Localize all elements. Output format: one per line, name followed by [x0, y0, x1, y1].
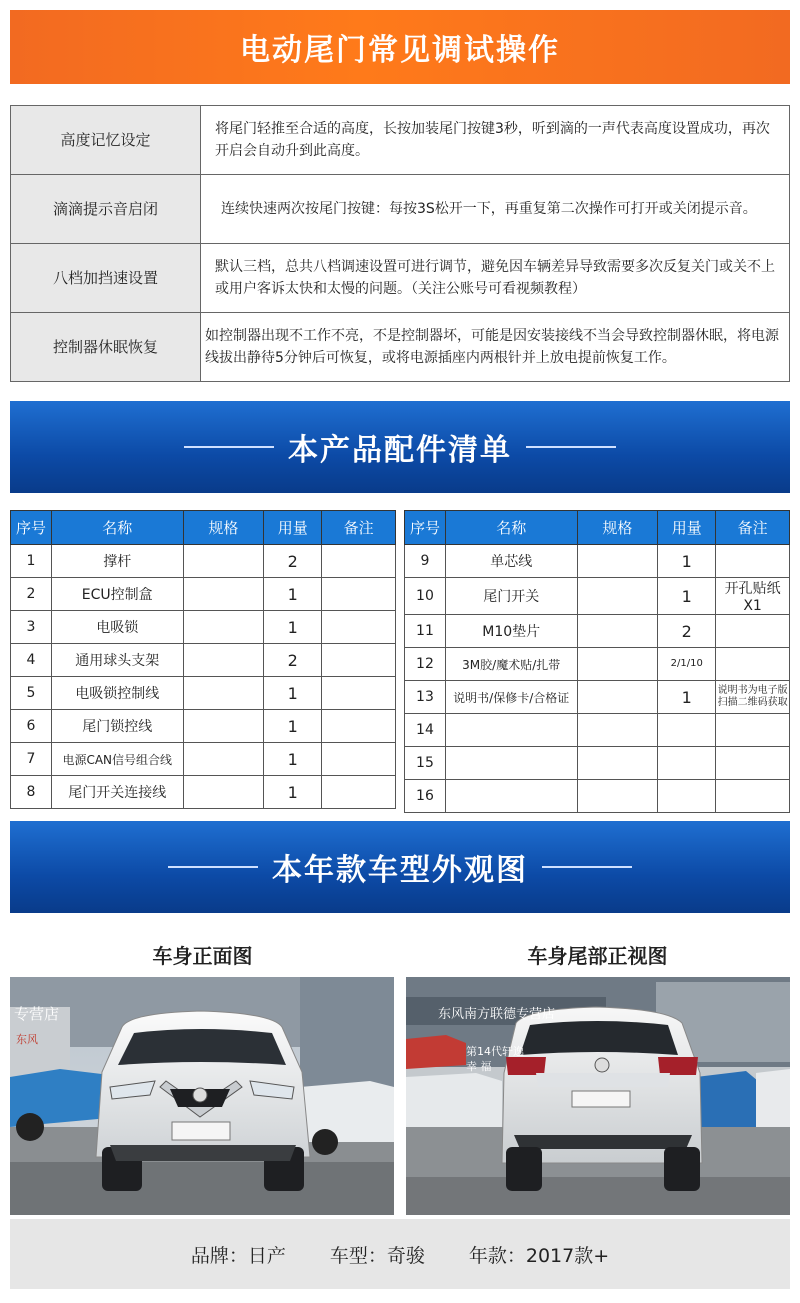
parts-cell-spec — [183, 677, 264, 710]
parts-cell-spec — [183, 545, 264, 578]
parts-cell-no: 14 — [405, 714, 446, 747]
parts-cell-name — [445, 714, 577, 747]
header-no: 序号 — [11, 511, 52, 545]
tip-key: 八档加挡速设置 — [11, 244, 201, 313]
parts-header-row — [11, 511, 396, 545]
tip-row — [11, 175, 790, 244]
parts-cell-spec — [183, 644, 264, 677]
parts-cell-no: 12 — [405, 648, 446, 681]
tip-row — [11, 313, 790, 382]
parts-cell-qty: 2 — [264, 545, 322, 578]
parts-cell-note — [322, 578, 396, 611]
parts-cell-no: 3 — [11, 611, 52, 644]
parts-header-row — [405, 511, 790, 545]
parts-row — [405, 780, 790, 813]
parts-cell-name: 撑杆 — [51, 545, 183, 578]
parts-cell-qty — [658, 714, 716, 747]
parts-row — [11, 644, 396, 677]
parts-cell-note — [716, 615, 790, 648]
parts-cell-qty — [658, 780, 716, 813]
front-sign-text: 专营店 — [14, 1005, 60, 1023]
parts-cell-note — [716, 780, 790, 813]
header-no: 序号 — [405, 511, 446, 545]
footer-year: 年款：2017款+ — [468, 1244, 610, 1267]
rear-sign-text-2: 第14代轩逸 — [466, 1045, 524, 1058]
parts-row — [405, 747, 790, 780]
front-car-photo — [10, 977, 394, 1215]
parts-cell-name: 单芯线 — [445, 545, 577, 578]
parts-cell-note — [322, 743, 396, 776]
parts-cell-note: 说明书为电子版扫描二维码获取 — [716, 681, 790, 714]
banner-line — [168, 866, 258, 868]
parts-cell-no: 13 — [405, 681, 446, 714]
header-spec: 规格 — [183, 511, 264, 545]
parts-row — [405, 545, 790, 578]
parts-cell-name: 尾门锁控线 — [51, 710, 183, 743]
parts-cell-no: 7 — [11, 743, 52, 776]
footer-bar — [10, 1219, 790, 1289]
parts-row — [11, 578, 396, 611]
parts-cell-note — [322, 776, 396, 809]
tip-value: 默认三档，总共八档调速设置可进行调节，避免因车辆差异导致需要多次反复关门或关不上或用户客诉太快和太慢的问题。（关注公账号可看视频教程） — [201, 244, 790, 313]
parts-cell-no: 16 — [405, 780, 446, 813]
parts-cell-name: 3M胶/魔术贴/扎带 — [445, 648, 577, 681]
tip-row — [11, 244, 790, 313]
parts-cell-name: 尾门开关 — [445, 578, 577, 615]
parts-cell-spec — [183, 743, 264, 776]
parts-cell-no: 11 — [405, 615, 446, 648]
parts-cell-name: 电吸锁 — [51, 611, 183, 644]
parts-cell-qty: 1 — [264, 578, 322, 611]
tips-table — [10, 105, 790, 382]
banner-line — [526, 446, 616, 448]
parts-cell-qty: 1 — [264, 710, 322, 743]
appearance-banner — [10, 821, 790, 913]
parts-table-right — [404, 510, 790, 813]
parts-row — [11, 677, 396, 710]
parts-cell-no: 5 — [11, 677, 52, 710]
parts-row — [11, 611, 396, 644]
parts-cell-qty: 1 — [264, 677, 322, 710]
tip-value: 将尾门轻推至合适的高度，长按加装尾门按键3秒，听到滴的一声代表高度设置成功，再次开启会自动升到此高度。 — [201, 106, 790, 175]
parts-cell-qty: 2 — [264, 644, 322, 677]
tip-key: 滴滴提示音启闭 — [11, 175, 201, 244]
parts-cell-spec — [577, 681, 658, 714]
tip-key: 控制器休眠恢复 — [11, 313, 201, 382]
tip-row — [11, 106, 790, 175]
parts-row — [11, 776, 396, 809]
parts-cell-spec — [183, 578, 264, 611]
parts-cell-name: 尾门开关连接线 — [51, 776, 183, 809]
tip-value: 如控制器出现不工作不亮，不是控制器坏，可能是因安装接线不当会导致控制器休眠，将电源线拔出静待5分钟后可恢复，或将电源插座内两根针并上放电提前恢复工作。 — [201, 313, 790, 382]
rear-car-illustration — [406, 977, 790, 1215]
parts-cell-spec — [577, 578, 658, 615]
parts-cell-no: 10 — [405, 578, 446, 615]
parts-cell-qty: 1 — [658, 545, 716, 578]
rear-sign-text-3: 幸 福 — [466, 1060, 492, 1073]
parts-cell-qty: 2 — [658, 615, 716, 648]
parts-cell-note — [716, 747, 790, 780]
front-sign-text-2: 东风 — [16, 1033, 38, 1046]
parts-cell-qty: 1 — [658, 681, 716, 714]
parts-banner — [10, 401, 790, 493]
tip-key: 高度记忆设定 — [11, 106, 201, 175]
parts-row — [405, 681, 790, 714]
parts-cell-qty: 2/1/10 — [658, 648, 716, 681]
banner-line — [542, 866, 632, 868]
front-image-title: 车身正面图 — [152, 944, 253, 968]
parts-cell-no: 8 — [11, 776, 52, 809]
parts-row — [405, 578, 790, 615]
parts-cell-spec — [183, 776, 264, 809]
parts-cell-note — [716, 714, 790, 747]
parts-row — [405, 714, 790, 747]
header-banner — [10, 10, 790, 84]
parts-cell-note — [322, 644, 396, 677]
parts-cell-no: 1 — [11, 545, 52, 578]
parts-cell-spec — [183, 611, 264, 644]
parts-cell-name: 说明书/保修卡/合格证 — [445, 681, 577, 714]
parts-cell-no: 2 — [11, 578, 52, 611]
parts-cell-name: 电源CAN信号组合线 — [51, 743, 183, 776]
parts-row — [405, 648, 790, 681]
footer-brand: 品牌：日产 — [190, 1244, 286, 1267]
parts-cell-note — [716, 545, 790, 578]
parts-cell-spec — [577, 747, 658, 780]
header-qty: 用量 — [264, 511, 322, 545]
parts-row — [11, 545, 396, 578]
parts-cell-name: 通用球头支架 — [51, 644, 183, 677]
parts-cell-note — [322, 677, 396, 710]
parts-cell-name — [445, 780, 577, 813]
parts-cell-no: 15 — [405, 747, 446, 780]
tip-value: 连续快速两次按尾门按键：每按3S松开一下，再重复第二次操作可打开或关闭提示音。 — [201, 175, 790, 244]
parts-cell-spec — [577, 714, 658, 747]
parts-cell-spec — [577, 648, 658, 681]
parts-cell-qty: 1 — [264, 743, 322, 776]
parts-cell-spec — [577, 615, 658, 648]
parts-cell-qty: 1 — [264, 611, 322, 644]
header-name: 名称 — [445, 511, 577, 545]
parts-cell-note — [322, 611, 396, 644]
parts-table-left — [10, 510, 396, 809]
parts-cell-no: 9 — [405, 545, 446, 578]
parts-cell-no: 4 — [11, 644, 52, 677]
front-car-illustration — [10, 977, 394, 1215]
appearance-banner-title: 本年款车型外观图 — [272, 853, 528, 888]
parts-cell-name: 电吸锁控制线 — [51, 677, 183, 710]
parts-cell-no: 6 — [11, 710, 52, 743]
banner-line — [184, 446, 274, 448]
parts-cell-note — [716, 648, 790, 681]
parts-cell-spec — [577, 545, 658, 578]
parts-cell-name: M10垫片 — [445, 615, 577, 648]
header-spec: 规格 — [577, 511, 658, 545]
header-title: 电动尾门常见调试操作 — [240, 33, 560, 68]
rear-image-title: 车身尾部正视图 — [527, 944, 668, 968]
parts-cell-spec — [577, 780, 658, 813]
parts-cell-name: ECU控制盒 — [51, 578, 183, 611]
parts-cell-spec — [183, 710, 264, 743]
parts-cell-note — [322, 545, 396, 578]
parts-cell-qty — [658, 747, 716, 780]
parts-cell-note — [322, 710, 396, 743]
parts-cell-qty: 1 — [264, 776, 322, 809]
header-name: 名称 — [51, 511, 183, 545]
parts-banner-title: 本产品配件清单 — [288, 433, 512, 468]
footer-model: 车型：奇骏 — [329, 1244, 425, 1267]
header-note: 备注 — [322, 511, 396, 545]
parts-cell-qty: 1 — [658, 578, 716, 615]
rear-car-photo — [406, 977, 790, 1215]
parts-row — [11, 710, 396, 743]
parts-row — [11, 743, 396, 776]
parts-cell-note: 开孔贴纸X1 — [716, 578, 790, 615]
parts-row — [405, 615, 790, 648]
rear-sign-text: 东风南方联德专营店 — [438, 1007, 556, 1022]
header-note: 备注 — [716, 511, 790, 545]
parts-cell-name — [445, 747, 577, 780]
header-qty: 用量 — [658, 511, 716, 545]
